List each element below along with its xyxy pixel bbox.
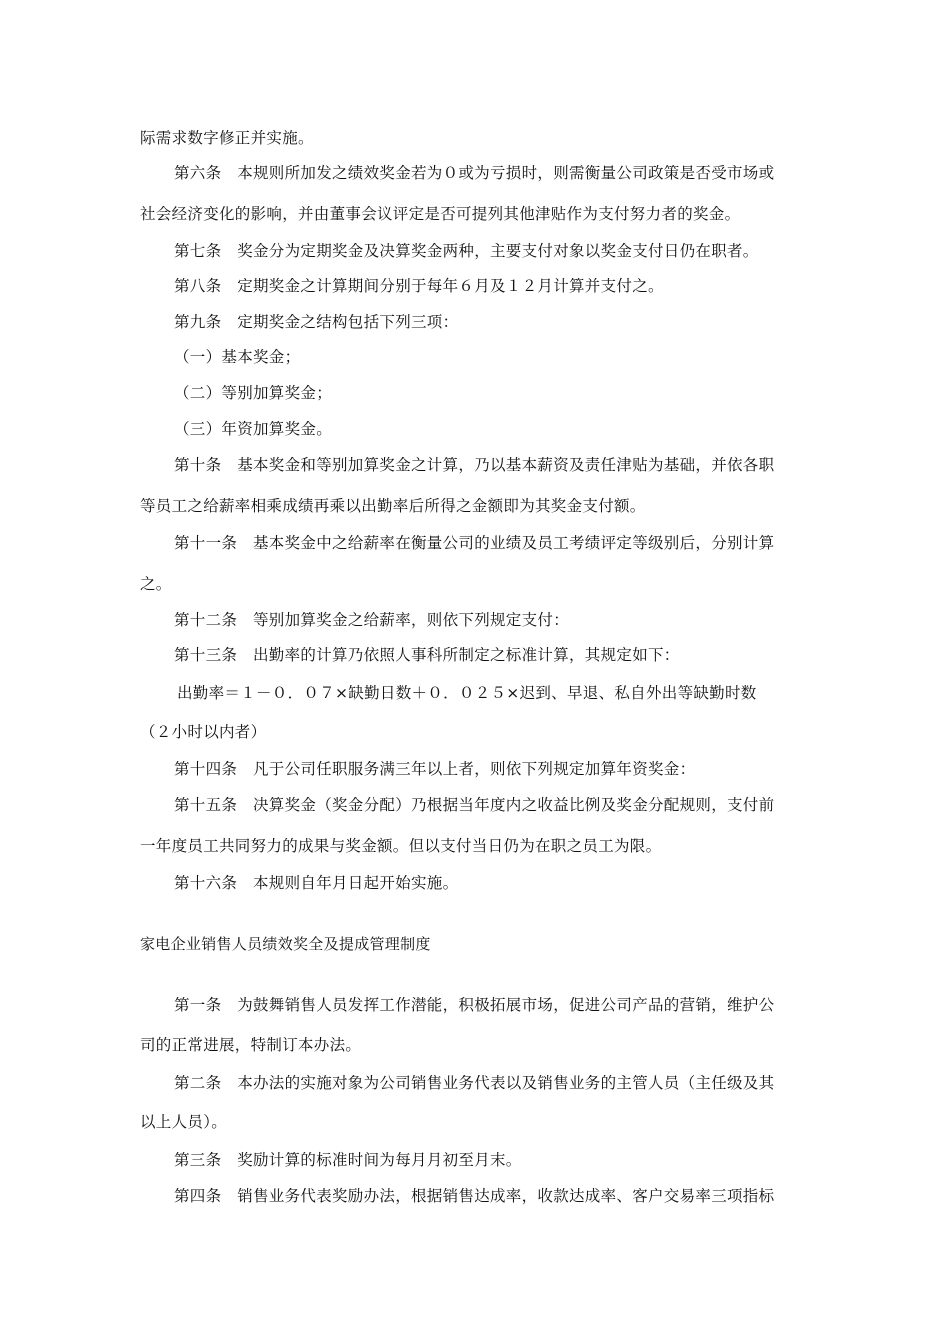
article-7: 第七条 奖金分为定期奖金及决算奖金两种，主要支付对象以奖金支付日仍在职者。 xyxy=(174,242,759,260)
article-2: 第二条 本办法的实施对象为公司销售业务代表以及销售业务的主管人员（主任级及其 xyxy=(174,1074,775,1092)
article-10: 第十条 基本奖金和等别加算奖金之计算，乃以基本薪资及责任津贴为基础，并依各职 xyxy=(174,456,775,474)
text-line: 际需求数字修正并实施。 xyxy=(140,129,314,147)
article-16: 第十六条 本规则自年月日起开始实施。 xyxy=(174,874,459,892)
section-title: 家电企业销售人员绩效奖全及提成管理制度 xyxy=(140,935,431,953)
text-line: 以上人员）。 xyxy=(140,1113,228,1131)
article-11: 第十一条 基本奖金中之给薪率在衡量公司的业绩及员工考绩评定等级别后，分别计算 xyxy=(174,534,775,552)
article-1: 第一条 为鼓舞销售人员发挥工作潜能，积极拓展市场，促进公司产品的营销，维护公 xyxy=(174,996,775,1014)
text-line: 司的正常进展，特制订本办法。 xyxy=(140,1036,362,1054)
article-3: 第三条 奖励计算的标准时间为每月月初至月末。 xyxy=(174,1151,522,1169)
list-item-3: （三）年资加算奖金。 xyxy=(174,420,333,438)
text-line: 等员工之给薪率相乘成绩再乘以出勤率后所得之金额即为其奖金支付额。 xyxy=(140,497,646,515)
article-15: 第十五条 决算奖金（奖金分配）乃根据当年度内之收益比例及奖金分配规则，支付前 xyxy=(174,796,775,814)
list-item-2: （二）等别加算奖金； xyxy=(174,384,333,402)
text-line: 之。 xyxy=(140,575,172,593)
article-4: 第四条 销售业务代表奖励办法，根据销售达成率，收款达成率、客户交易率三项指标 xyxy=(174,1187,775,1205)
article-9: 第九条 定期奖金之结构包括下列三项： xyxy=(174,313,459,331)
article-6: 第六条 本规则所加发之绩效奖金若为０或为亏损时，则需衡量公司政策是否受市场或 xyxy=(174,164,775,182)
attendance-formula: 出勤率＝１－０．０７×缺勤日数＋０．０２５×迟到、早退、私自外出等缺勤时数 xyxy=(177,684,757,702)
article-12: 第十二条 等别加算奖金之给薪率，则依下列规定支付： xyxy=(174,611,570,629)
list-item-1: （一）基本奖金； xyxy=(174,348,301,366)
text-line: 社会经济变化的影响，并由董事会议评定是否可提列其他津贴作为支付努力者的奖金。 xyxy=(140,205,741,223)
article-14: 第十四条 凡于公司任职服务满三年以上者，则依下列规定加算年资奖金： xyxy=(174,760,696,778)
article-8: 第八条 定期奖金之计算期间分别于每年６月及１２月计算并支付之。 xyxy=(174,277,664,295)
text-line: （２小时以内者） xyxy=(140,723,267,741)
article-13: 第十三条 出勤率的计算乃依照人事科所制定之标准计算，其规定如下： xyxy=(174,646,680,664)
text-line: 一年度员工共同努力的成果与奖金额。但以支付当日仍为在职之员工为限。 xyxy=(140,837,662,855)
